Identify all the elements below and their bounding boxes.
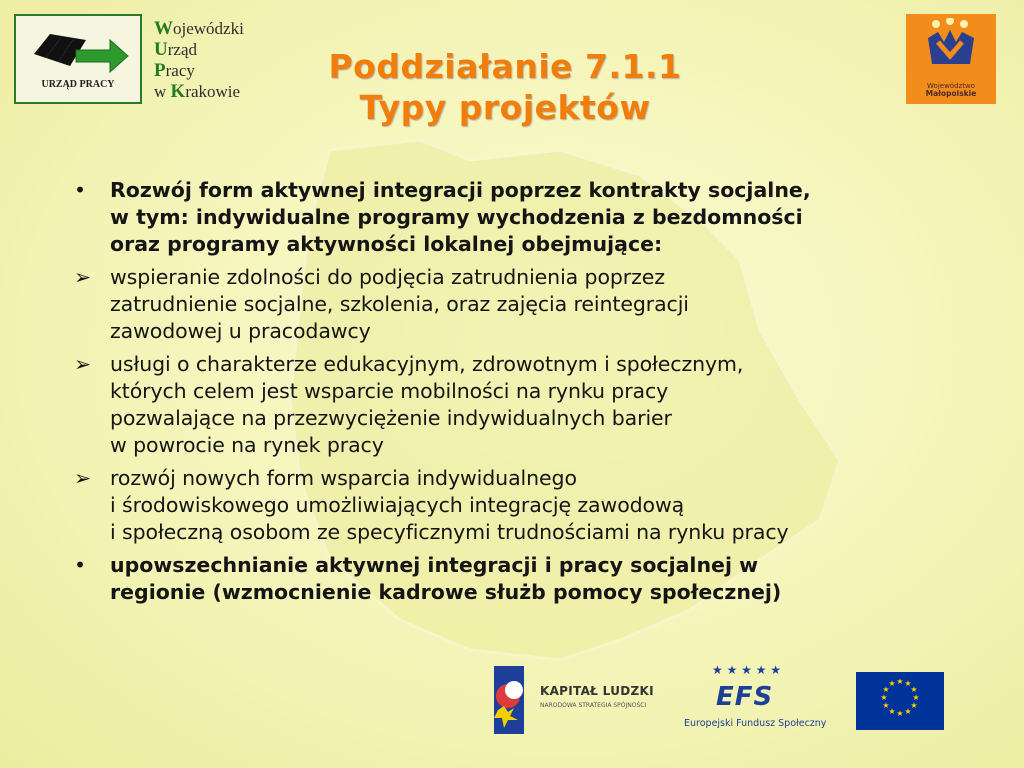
list-item-text: rozwój nowych form wsparcia indywidualnego i środowiskowego umożliwiających integrację zawodową i społeczną osobom ze specyficznymi trudnościami na rynku pracy bbox=[110, 466, 789, 544]
efs-logo bbox=[678, 660, 828, 740]
kapital-ludzki-subtitle: NARODOWA STRATEGIA SPÓJNOŚCI bbox=[540, 702, 647, 709]
arrow-marker-icon: ➢ bbox=[74, 352, 92, 376]
kapital-ludzki-logo bbox=[484, 662, 674, 740]
svg-text:★ ★ ★ ★ ★: ★ ★ ★ ★ ★ bbox=[712, 663, 782, 677]
list-item-text: upowszechnianie aktywnej integracji i pracy socjalnej w regionie (wzmocnienie kadrowe służb pomocy społecznej) bbox=[110, 553, 782, 604]
svg-text:★: ★ bbox=[904, 679, 912, 688]
malopolska-caption: Województwo Małopolskie bbox=[925, 82, 977, 98]
efs-letters: EFS bbox=[716, 682, 774, 712]
svg-text:★: ★ bbox=[904, 707, 912, 716]
slide-title bbox=[290, 46, 720, 128]
arrow-marker-icon: ➢ bbox=[74, 466, 92, 490]
malopolska-emblem-icon bbox=[920, 18, 982, 78]
wup-name bbox=[154, 18, 244, 102]
list-item bbox=[74, 552, 979, 606]
kapital-ludzki-emblem-icon bbox=[484, 662, 536, 738]
list-item bbox=[74, 351, 979, 459]
wup-logo-caption: URZĄD PRACY bbox=[41, 79, 115, 90]
svg-text:★: ★ bbox=[896, 709, 904, 718]
arrow-marker-icon: ➢ bbox=[74, 265, 92, 289]
list-item bbox=[74, 177, 979, 258]
svg-text:★: ★ bbox=[888, 707, 896, 716]
content-list bbox=[74, 177, 979, 612]
wup-name-line: Wojewódzki bbox=[154, 18, 244, 39]
wup-name-line: Urząd bbox=[154, 39, 197, 60]
eu-flag bbox=[856, 672, 944, 730]
bullet-marker: • bbox=[74, 553, 87, 577]
wup-name-line: Pracy bbox=[154, 60, 195, 81]
svg-text:★: ★ bbox=[910, 685, 918, 694]
wup-logo bbox=[14, 14, 142, 104]
bullet-marker: • bbox=[74, 178, 87, 202]
svg-text:★: ★ bbox=[880, 693, 888, 702]
wup-name-line: w Krakowie bbox=[154, 81, 241, 102]
kapital-ludzki-name: KAPITAŁ LUDZKI bbox=[540, 684, 654, 698]
svg-text:★: ★ bbox=[910, 701, 918, 710]
list-item bbox=[74, 264, 979, 345]
list-item-text: usługi o charakterze edukacyjnym, zdrowotnym i społecznym, których celem jest wsparcie mobilności na rynku pracy pozwalające na przezwyciężenie indywidualnych barier w powrocie na rynek pracy bbox=[110, 352, 744, 457]
title-line-2: Typy projektów bbox=[359, 88, 651, 127]
list-item-text: Rozwój form aktywnej integracji poprzez kontrakty socjalne, w tym: indywidualne programy wychodzenia z bezdomności oraz programy aktywności lokalnej obejmujące: bbox=[110, 178, 811, 256]
svg-text:★: ★ bbox=[912, 693, 920, 702]
efs-caption: Europejski Fundusz Społeczny bbox=[684, 718, 827, 729]
efs-stars-icon bbox=[678, 660, 828, 682]
list-item bbox=[74, 465, 979, 546]
svg-text:★: ★ bbox=[896, 677, 904, 686]
wup-arrow-icon bbox=[28, 24, 130, 80]
eu-stars-icon bbox=[856, 672, 944, 730]
title-line-1: Poddziałanie 7.1.1 bbox=[328, 47, 682, 86]
list-item-text: wspieranie zdolności do podjęcia zatrudnienia poprzez zatrudnienie socjalne, szkolenia, oraz zajęcia reintegracji zawodowej u pracodawcy bbox=[110, 265, 689, 343]
svg-text:★: ★ bbox=[882, 685, 890, 694]
malopolska-logo bbox=[906, 14, 996, 104]
svg-text:★: ★ bbox=[888, 679, 896, 688]
svg-text:★: ★ bbox=[882, 701, 890, 710]
